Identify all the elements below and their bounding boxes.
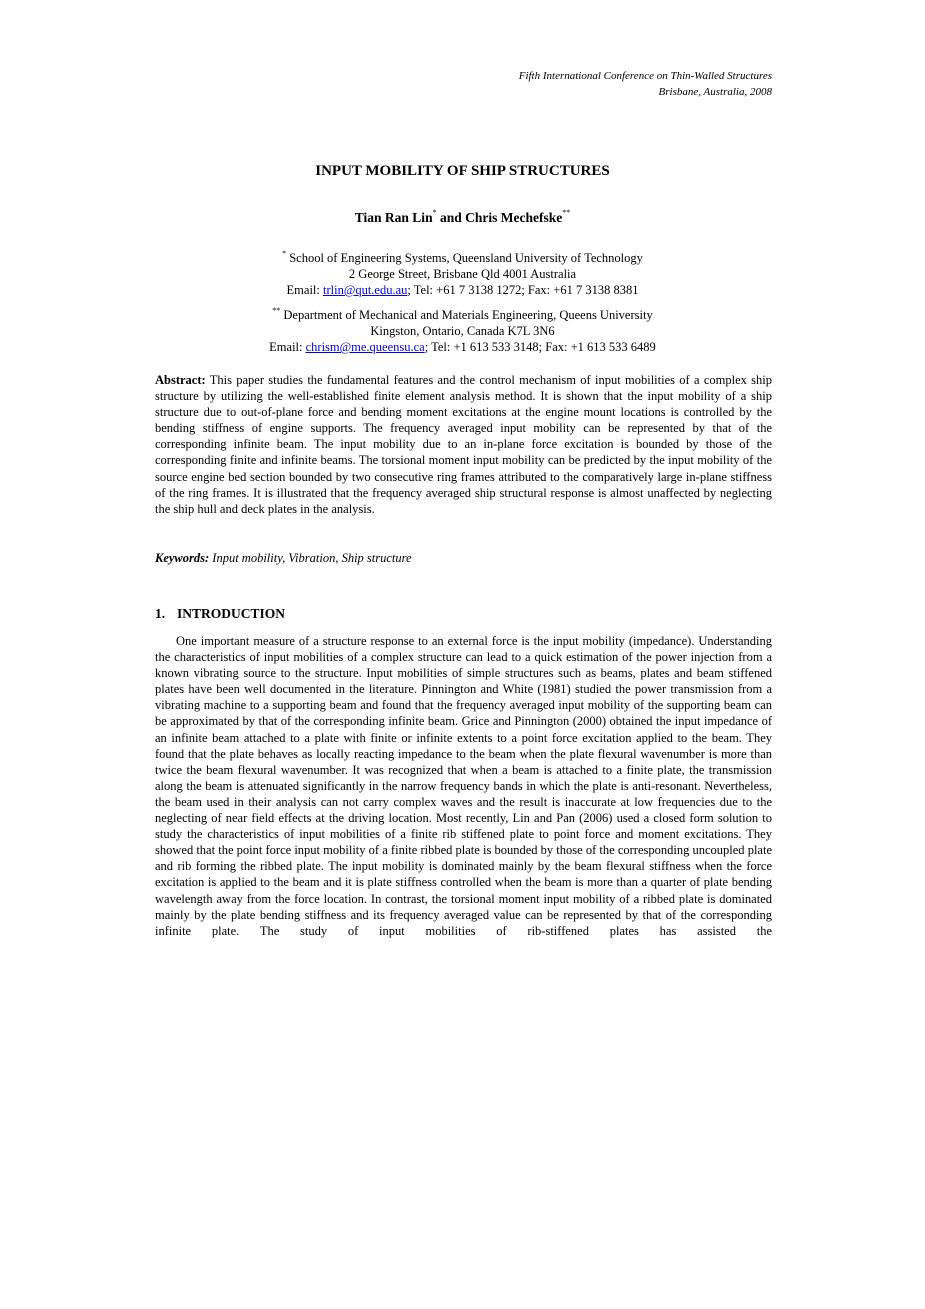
affiliation-1 [0, 246, 925, 298]
keywords [155, 551, 772, 566]
section-heading-introduction [155, 606, 285, 622]
running-header [519, 68, 772, 100]
affiliation-1-contact: ; Tel: +61 7 3138 1272; Fax: +61 7 3138 8381 [407, 283, 639, 297]
author-1: Tian Ran Lin [354, 210, 433, 225]
author-1-mark: * [432, 208, 437, 217]
affiliation-2-email-label: Email: [269, 340, 306, 354]
affiliation-2-mark: ** [272, 306, 281, 315]
section-number: 1. [155, 606, 166, 621]
paper-title: INPUT MOBILITY OF SHIP STRUCTURES [315, 163, 610, 179]
author-conjunction: and [436, 210, 466, 225]
affiliation-1-email-label: Email: [286, 283, 323, 297]
affiliation-1-mark: * [282, 249, 287, 258]
keywords-label: Keywords: [155, 551, 210, 565]
abstract-text: This paper studies the fundamental features and the control mechanism of input mobilities of a complex ship structure by utilizing the well-established finite element analysis method. It is shown that the input mobility of a ship structure due to out-of-plane force and bending moment excitations at the engine mount locations is controlled by the bending stiffness of engine supports. The frequency averaged input mobility can be represented by that of the corresponding infinite beam. The input mobility due to an in-plane force excitation is bounded by those of the corresponding finite and infinite beams. The torsional moment input mobility can be predicted by the input mobility of the source engine bed section bounded by two consecutive ring frames attributed to the comparatively large in-plane stiffness of the ring frames. It is illustrated that the frequency averaged ship structural response is almost unaffected by neglecting the ship hull and deck plates in the analysis. [155, 373, 772, 516]
affiliation-2-institution: Department of Mechanical and Materials Engineering, Queens University [280, 308, 653, 322]
author-line [0, 208, 925, 226]
author-2: Chris Mechefske [465, 210, 563, 225]
introduction-paragraph: One important measure of a structure response to an external force is the input mobility (impedance). Understanding the characteristics of input mobilities of a complex structure can lead to a quick estimation of the power injection from a known vibrating source to the structure. Input mobilities of simple structures such as beams, plates and beam stiffened plates have been well documented in the literature. Pinnington and White (1981) studied the power transmission from a vibrating machine to a supporting beam and found that the frequency averaged input mobility of the supporting beam can be approximated by that of the corresponding infinite beam. Grice and Pinnington (2000) obtained the input impedance of an infinite beam attached to a plate with finite or infinite extents to a point force excitation applied to the beam. They found that the plate behaves as locally reacting impedance to the beam when the plate flexural wavenumber is more than twice the beam flexural wavenumber. It was recognized that when a beam is attached to a finite plate, the transmission along the beam is attenuated significantly in the narrow frequency bands in which the plate is anti-resonant. Nevertheless, the beam used in their analysis can not carry complex waves and the result is inaccurate at low frequencies due to the neglecting of near field effects at the driving location. Most recently, Lin and Pan (2006) used a closed form solution to study the characteristics of input mobilities of a finite rib stiffened plate to point force and moment excitations. They showed that the point force input mobility of a finite ribbed plate is bounded by those of the corresponding uncoupled plate and rib forming the ribbed plate. The input mobility is dominated mainly by the beam flexural stiffness when the force excitation is applied to the beam and it is plate stiffness controlled when the beam is more than a quarter of plate bending wavelength away from the force location. In contrast, the torsional moment input mobility of a ribbed plate is dominated mainly by the plate bending stiffness and its frequency averaged value can be represented by that of the corresponding infinite plate. The study of input mobilities of rib-stiffened plates has assisted the [155, 634, 772, 938]
affiliation-2-address: Kingston, Ontario, Canada K7L 3N6 [370, 324, 555, 338]
abstract-label: Abstract: [155, 373, 206, 387]
affiliation-1-email-link[interactable]: trlin@qut.edu.au [322, 283, 408, 297]
affiliation-2 [0, 303, 925, 355]
affiliation-1-institution: School of Engineering Systems, Queensland University of Technology [286, 251, 643, 265]
conference-name: Fifth International Conference on Thin-Walled Structures [518, 70, 772, 82]
section-title: INTRODUCTION [177, 606, 286, 621]
keywords-text: Input mobility, Vibration, Ship structure [209, 551, 412, 565]
conference-location: Brisbane, Australia, 2008 [658, 86, 772, 98]
author-2-mark: ** [562, 208, 571, 217]
affiliation-2-email-link[interactable]: chrism@me.queensu.ca [305, 340, 425, 354]
affiliation-2-contact: ; Tel: +1 613 533 3148; Fax: +1 613 533 6489 [424, 340, 656, 354]
abstract [155, 372, 772, 517]
affiliation-1-address: 2 George Street, Brisbane Qld 4001 Australia [348, 267, 577, 281]
